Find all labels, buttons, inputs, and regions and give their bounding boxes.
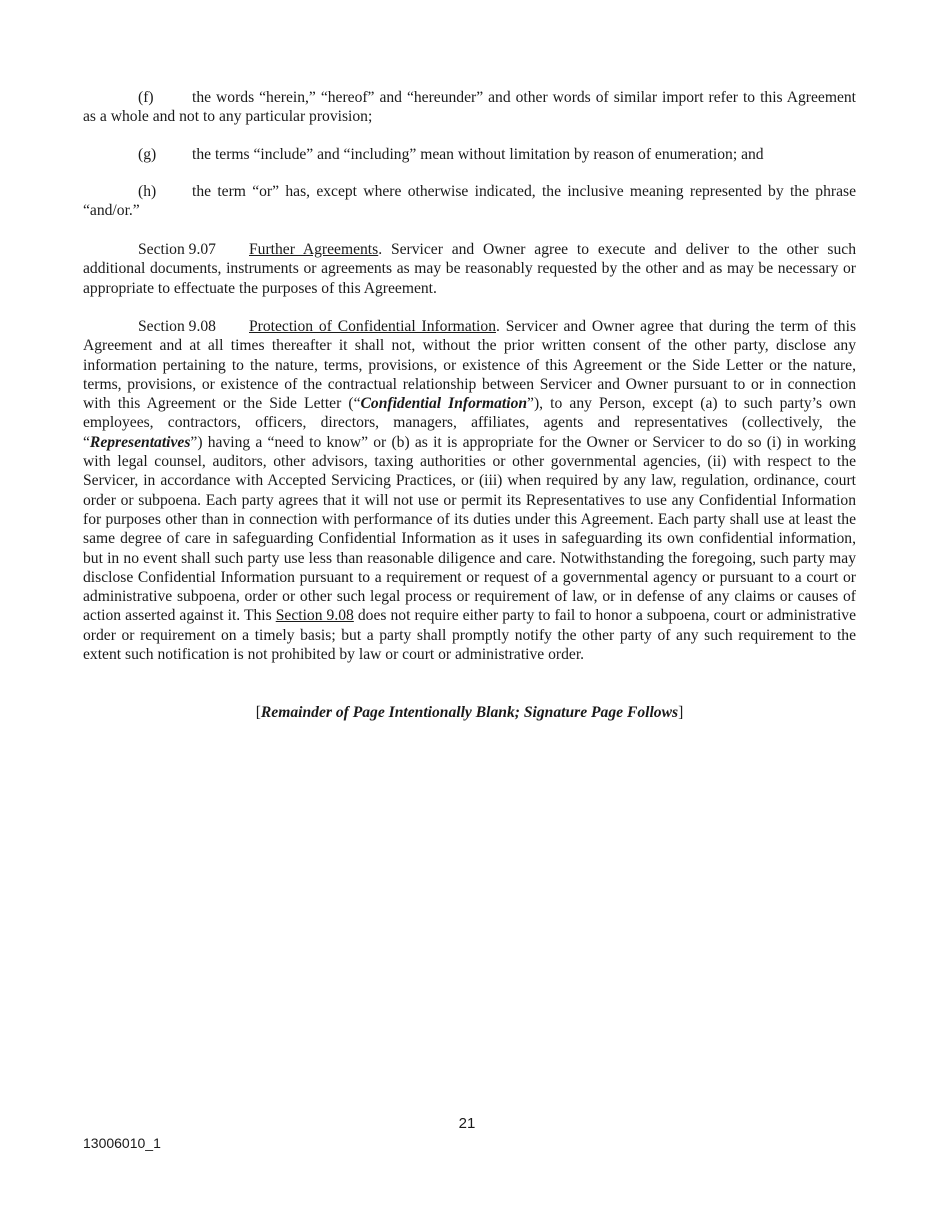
section-9-08-text-2: ”), to any Person, except (a) to such party’s own employees, contractors, officers, directors, managers, affiliates, agents and representatives (collectively, the “ <box>83 395 856 451</box>
clause-h-text: the term “or” has, except where otherwise indicated, the inclusive meaning represented by the phrase “and/or.” <box>83 183 856 220</box>
bracket-open: [ <box>255 704 261 721</box>
section-9-08-cross-reference: Section 9.08 <box>275 607 354 625</box>
clause-f-label: (f) <box>138 89 154 106</box>
section-9-08-text-1: . Servicer and Owner agree that during the term of this Agreement and at all times thereafter it shall not, without the prior written consent of the other party, disclose any information pertaining to the nature, terms, provisions, or existence of this Agreement or the Side Letter or the nature, terms, provisions, or existence of the contractual relationship between Servicer and Owner pursuant to or in connection with this Agreement or the Side Letter (“ <box>83 318 857 413</box>
clause-f-text: the words “herein,” “hereof” and “hereunder” and other words of similar import refer to this Agreement as a whole and not to any particular provision; <box>83 89 856 126</box>
bracket-close: ] <box>678 704 684 721</box>
clause-g-text: the terms “include” and “including” mean without limitation by reason of enumeration; and <box>192 146 764 163</box>
defined-term-representatives: Representatives <box>89 433 191 451</box>
section-9-08-text-4: does not require either party to fail to honor a subpoena, court or administrative order or requirement on a timely basis; but a party shall promptly notify the other party of any such requirement to the extent such notification is not prohibited by law or court or administrative order. <box>83 607 856 664</box>
remainder-note-text: Remainder of Page Intentionally Blank; Signature Page Follows <box>260 704 679 721</box>
section-9-08-text-3: ”) having a “need to know” or (b) as it is appropriate for the Owner or Servicer to do so (i) in working with legal counsel, auditors, other advisors, taxing authorities or other governmental agencies, (ii) with respect to the Servicer, in accordance with Accepted Servicing Practices, or (iii) when required by any law, regulation, ordinance, court order or subpoena. Each party agrees that it will not use or permit its Representatives to use any Confidential Information for purposes other than in connection with performance of its duties under this Agreement. Each party shall use at least the same degree of care in safeguarding Confidential Information as it uses in safeguarding its own confidential information, but in no event shall such party use less than reasonable diligence and care. Notwithstanding the foregoing, such party may disclose Confidential Information pursuant to a requirement or request of a governmental agency or pursuant to a court or administrative subpoena, order or other such legal process or requirement of law, or in defense of any claims or causes of action asserted against it. This <box>83 433 856 625</box>
clause-g-label: (g) <box>138 146 157 163</box>
clause-g <box>83 145 856 164</box>
clause-h <box>83 182 856 221</box>
section-9-08-number: Section 9.08 <box>138 318 216 335</box>
defined-term-confidential-information: Confidential Information <box>360 395 528 413</box>
clause-h-label: (h) <box>138 183 157 200</box>
section-9-07-title: Further Agreements <box>249 241 379 258</box>
clause-f <box>83 88 856 127</box>
remainder-of-page-note <box>83 703 856 722</box>
section-9-07-number: Section 9.07 <box>138 241 216 258</box>
section-9-07-text: . Servicer and Owner agree to execute and deliver to the other such additional documents, instruments or agreements as may be reasonably requested by the other and as may be necessary or appropriate to effectuate the purposes of this Agreement. <box>83 241 856 297</box>
section-9-08-title: Protection of Confidential Information <box>249 318 496 335</box>
section-9-08 <box>83 317 856 664</box>
document-id: 13006010_1 <box>83 1135 161 1151</box>
page-number: 21 <box>458 1115 476 1132</box>
section-9-07 <box>83 240 856 298</box>
